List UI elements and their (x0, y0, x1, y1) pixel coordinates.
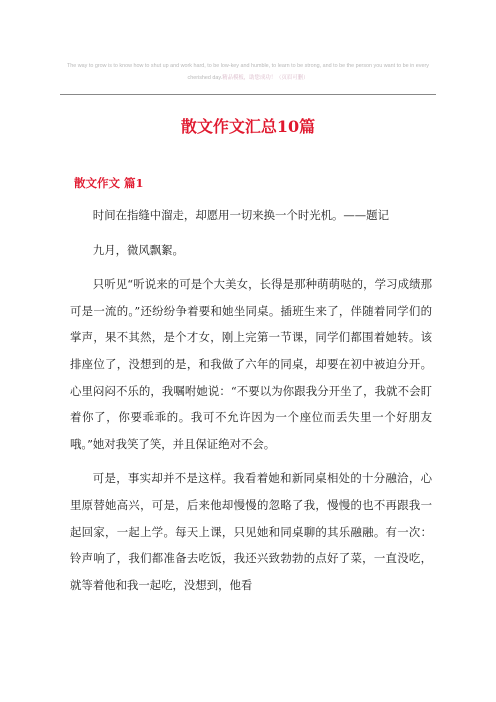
paragraph-new-student: 只听见“听说来的可是个大美女，长得是那种萌萌哒的，学习成绩那可是一流的。”还纷纷争着要和她坐同桌。插班生来了，伴随着同学们的掌声，果不其然，是个才女，刚上完第一节课，同学们都围着她转。该排座位了，没想到的是，和我做了六年的同桌，却要在初中被迫分开。心里闷闷不乐的，我嘱咐她说：“不要以为你跟我分开坐了，我就不会盯着你了，你要乖乖的。我可不允许因为一个座位而丢失里一个好朋友哦。”她对我笑了笑，并且保证绝对不会。 (70, 277, 432, 451)
paragraph-reality: 可是，事实却并不是这样。我看着她和新同桌相处的十分融洽，心里原替她高兴，可是，后来他却慢慢的忽略了我，慢慢的也不再跟我一起回家，一起上学。每天上课，只见她和同桌聊的其乐融融。有一次：铃声响了，我们都准备去吃饭，我还兴致勃勃的点好了菜，一直没吃，就等着他和我一起吃，没想到，他看 (70, 471, 432, 592)
paragraph-september: 九月，微风飘絮。 (92, 242, 184, 257)
document-title: 散文作文汇总10篇 (180, 117, 316, 136)
section-heading: 散文作文 篇1 (74, 176, 144, 190)
page-header (60, 60, 436, 84)
header-text: The way to grow is to know how to shut up and work hard, to be low-key and humble, to learn to be strong, and to be the person you want to be in every cherished day. (67, 63, 429, 81)
header-divider (60, 94, 436, 95)
article-body (70, 202, 432, 606)
header-highlight: 精品模板，助您成功！（页眉可删） (222, 75, 309, 81)
paragraph-epigraph: 时间在指缝中溜走，却愿用一切来换一个时光机。——题记 (92, 208, 389, 222)
